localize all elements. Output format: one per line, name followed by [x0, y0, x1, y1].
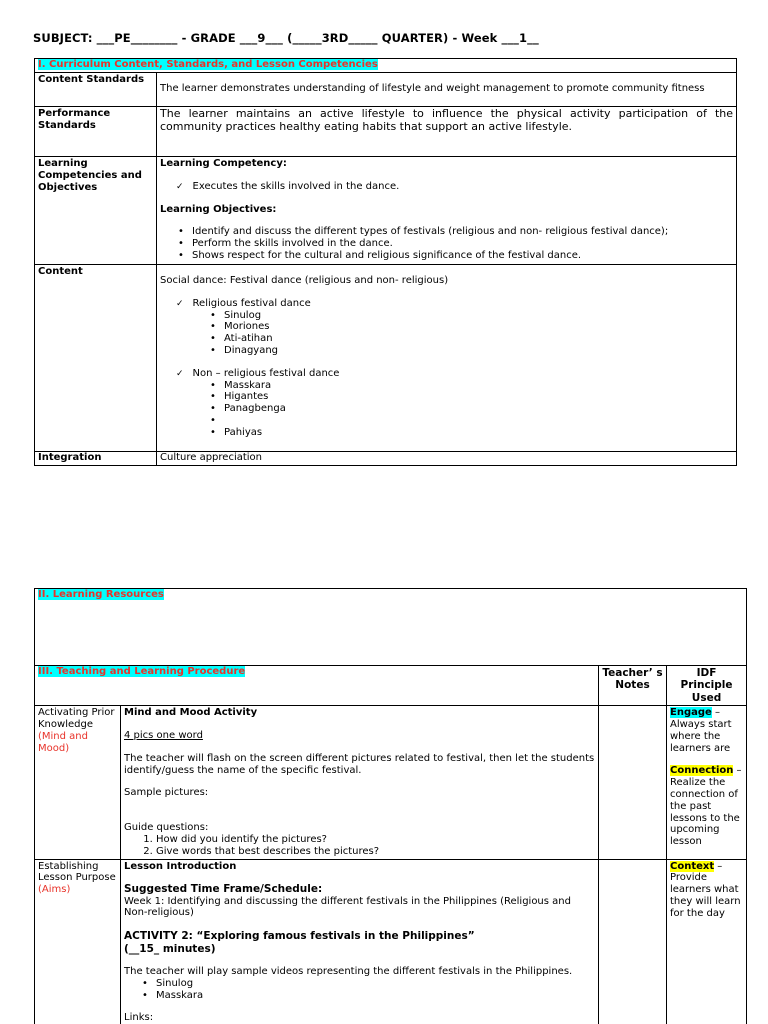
curriculum-table: [34, 58, 737, 466]
religious-heading: ✓ Religious festival dance: [176, 298, 733, 310]
idf-engage: Engage: [670, 707, 712, 719]
list-item: • Higantes: [210, 391, 733, 403]
video-item: • Masskara: [142, 990, 595, 1002]
row2-label-cell: [35, 859, 121, 1024]
row2-idf-cell: [667, 859, 747, 1024]
row1-content-cell: [121, 706, 599, 859]
content-label: Content: [35, 265, 157, 452]
row2-activity-time: (__15_ minutes): [124, 942, 216, 955]
idf-connection: Connection: [670, 765, 734, 777]
performance-standards-text: The learner maintains an active lifestyle to influence the physical activity participation of the community practices healthy eating habits that support an active lifestyle.: [157, 107, 737, 157]
content-standards-label: Content Standards: [35, 73, 157, 107]
list-item: • Ati-atihan: [210, 333, 733, 345]
row2-timeframe-text: Week 1: Identifying and discussing the different festivals in the Philippines (Religious and Non-religious): [124, 895, 571, 919]
idf-connection-text: – Realize the connection of the past lessons to the upcoming lesson: [670, 765, 742, 848]
row1-label: Activating Prior Knowledge: [38, 707, 115, 730]
idf-header: IDF Principle Used: [667, 666, 747, 706]
procedure-table: [34, 588, 747, 1024]
row2-timeframe-heading: Suggested Time Frame/Schedule:: [124, 883, 323, 896]
row2-notes-cell: [599, 859, 667, 1024]
list-item: • Sinulog: [210, 310, 733, 322]
learning-competencies-label: Learning Competencies and Objectives: [35, 157, 157, 265]
row1-heading: Mind and Mood Activity: [124, 707, 258, 719]
list-item: • Pahiyas: [210, 427, 733, 439]
row2-content-cell: [121, 859, 599, 1024]
objective-item: • Shows respect for the cultural and religious significance of the festival dance.: [178, 250, 733, 262]
integration-label: Integration: [35, 452, 157, 466]
section1-title-cell: [35, 59, 737, 73]
idf-engage-text: – Always start where the learners are: [670, 707, 732, 754]
list-item: • Moriones: [210, 321, 733, 333]
guide-question: 1. How did you identify the pictures?: [156, 834, 595, 846]
list-item: [210, 415, 733, 426]
learning-competency-heading: Learning Competency:: [160, 158, 287, 169]
learning-competencies-cell: [157, 157, 737, 265]
idf-context-text: – Provide learners what they will learn for the day: [670, 860, 741, 919]
section1-title: I. Curriculum Content, Standards, and Lesson Competencies: [38, 59, 378, 70]
learning-objectives-heading: Learning Objectives:: [160, 203, 277, 215]
document-header: SUBJECT: ___PE________ - GRADE ___9___ (_____3RD_____ QUARTER) - Week ___1__: [33, 31, 539, 45]
row2-links: Links:: [124, 1012, 154, 1024]
guide-question: 2. Give words that best describes the pictures?: [156, 846, 595, 858]
row1-notes-cell: [599, 706, 667, 859]
row1-guide: Guide questions:: [124, 822, 209, 834]
row2-heading: Lesson Introduction: [124, 860, 237, 872]
integration-text: Culture appreciation: [157, 452, 737, 466]
section2-cell: [35, 589, 747, 666]
row1-idf-cell: [667, 706, 747, 859]
row1-sample: Sample pictures:: [124, 787, 209, 799]
row2-label-red: (Aims): [38, 884, 71, 896]
row1-label-cell: [35, 706, 121, 859]
section3-title: III. Teaching and Learning Procedure: [38, 666, 246, 677]
row2-paragraph: The teacher will play sample videos representing the different festivals in the Philippines.: [124, 966, 573, 978]
row1-label-red: (Mind and Mood): [38, 730, 88, 754]
content-cell: [157, 265, 737, 452]
list-item: • Panagbenga: [210, 403, 733, 415]
video-item: • Sinulog: [142, 978, 595, 990]
content-intro: Social dance: Festival dance (religious and non- religious): [160, 275, 449, 286]
section3-title-cell: [35, 666, 599, 706]
objective-item: • Identify and discuss the different types of festivals (religious and non- religious festival dance);: [178, 226, 733, 238]
teacher-notes-header: Teacher’ s Notes: [599, 666, 667, 706]
row1-activity-name: 4 pics one word: [124, 729, 203, 741]
nonreligious-heading: ✓ Non – religious festival dance: [176, 368, 733, 380]
list-item: • Dinagyang: [210, 345, 733, 357]
list-item: • Masskara: [210, 380, 733, 392]
content-standards-text: The learner demonstrates understanding of lifestyle and weight management to promote community fitness: [157, 73, 737, 107]
performance-standards-label: Performance Standards: [35, 107, 157, 157]
row1-paragraph: The teacher will flash on the screen different pictures related to festival, then let the students identify/guess the name of the specific festival.: [124, 752, 595, 776]
idf-context: Context: [670, 860, 715, 872]
section2-title: II. Learning Resources: [38, 589, 164, 600]
objective-item: • Perform the skills involved in the dance.: [178, 238, 733, 250]
row2-label: Establishing Lesson Purpose: [38, 860, 116, 884]
competency-item: ✓ Executes the skills involved in the dance.: [176, 181, 733, 193]
row2-activity-title: ACTIVITY 2: “Exploring famous festivals in the Philippines”: [124, 930, 475, 943]
